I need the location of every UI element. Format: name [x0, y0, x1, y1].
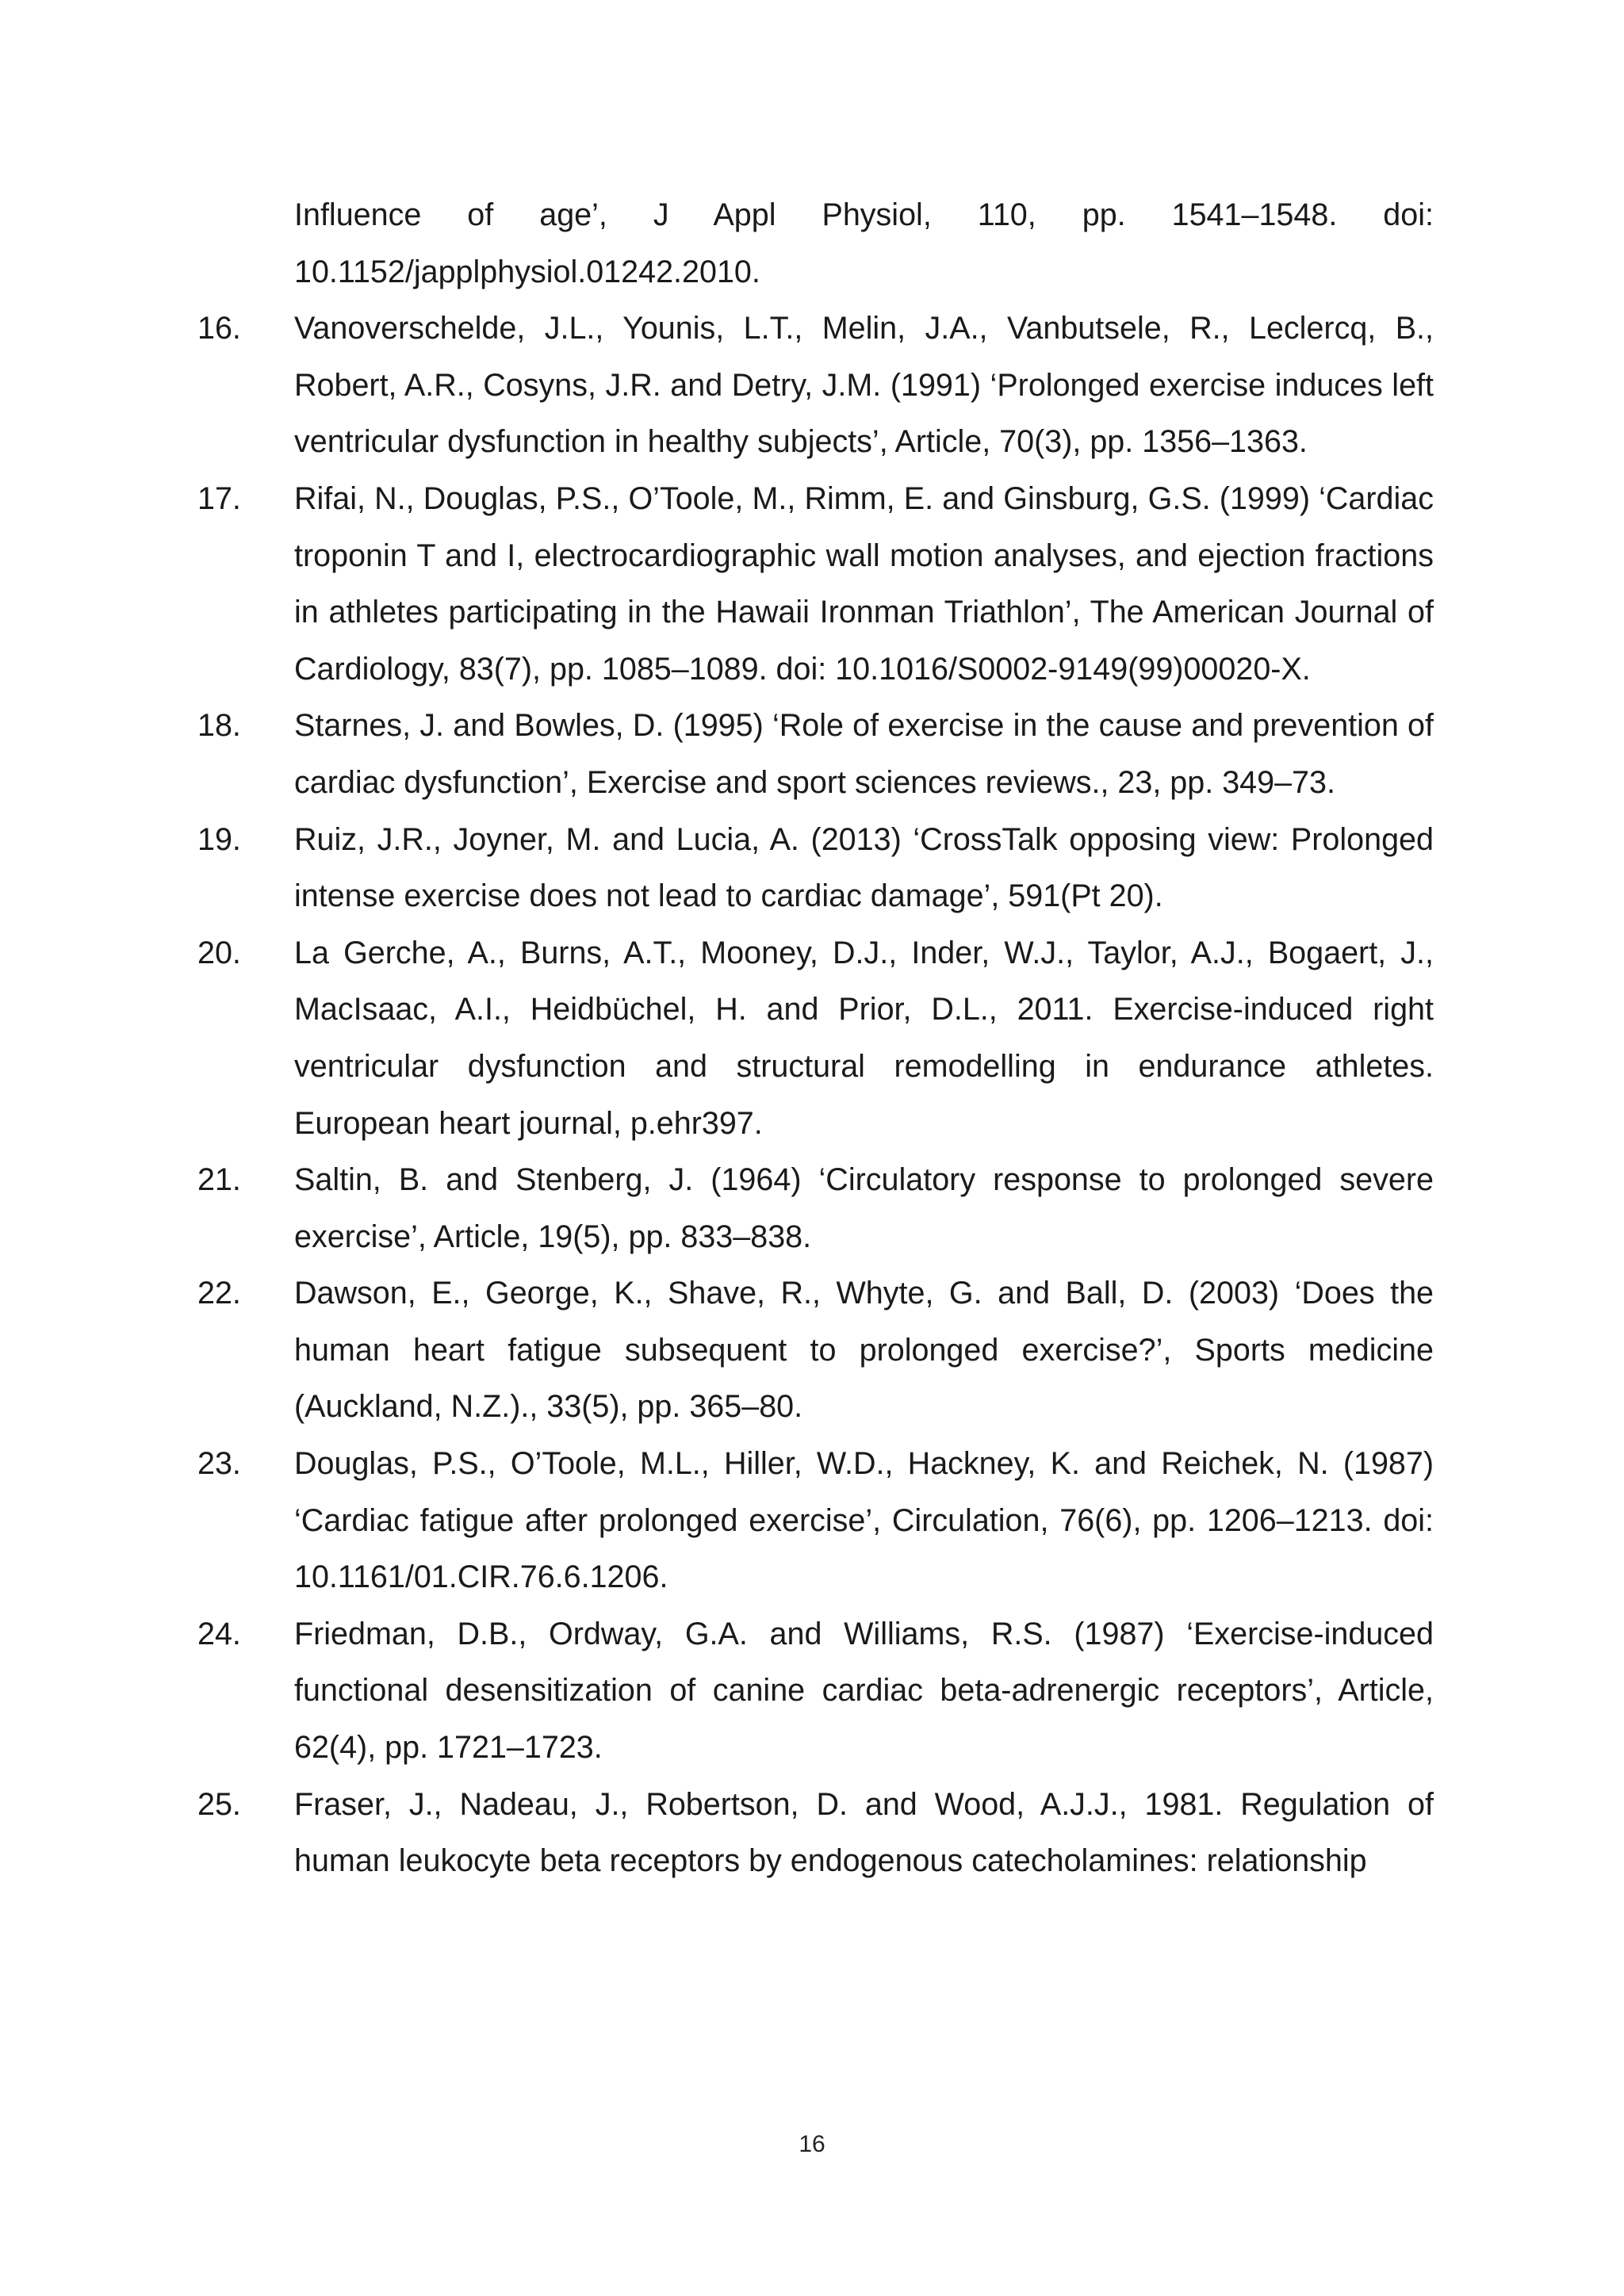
reference-item-21: [197, 1152, 1434, 1265]
reference-text: Starnes, J. and Bowles, D. (1995) ‘Role of exercise in the cause and prevention of cardiac dysfunction’, Exercise and sport sciences reviews., 23, pp. 349–73.: [294, 708, 1434, 800]
reference-item-17: [197, 471, 1434, 698]
reference-item-19: [197, 812, 1434, 925]
reference-number: 24.: [197, 1616, 241, 1651]
reference-item-25: [197, 1777, 1434, 1890]
reference-text: Saltin, B. and Stenberg, J. (1964) ‘Circulatory response to prolonged severe exercise’, Article, 19(5), pp. 833–838.: [294, 1162, 1434, 1254]
reference-text: Friedman, D.B., Ordway, G.A. and Williams, R.S. (1987) ‘Exercise-induced functional desensitization of canine cardiac beta-adrenergic receptors’, Article, 62(4), pp. 1721–1723.: [294, 1616, 1434, 1766]
reference-number: 17.: [197, 480, 241, 516]
reference-text: Influence of age’, J Appl Physiol, 110, pp. 1541–1548. doi: 10.1152/japplphysiol.01242.2010.: [294, 197, 1434, 289]
reference-list: [197, 187, 1434, 1890]
reference-text: Rifai, N., Douglas, P.S., O’Toole, M., Rimm, E. and Ginsburg, G.S. (1999) ‘Cardiac troponin T and I, electrocardiographic wall motion analyses, and ejection fractions in athletes participating in the Hawaii Ironman Triathlon’, The American Journal of Cardiology, 83(7), pp. 1085–1089. doi: 10.1016/S0002-9149(99)00020-X.: [294, 480, 1434, 687]
reference-number: 21.: [197, 1162, 241, 1198]
reference-text: Vanoverschelde, J.L., Younis, L.T., Melin, J.A., Vanbutsele, R., Leclercq, B., Robert, A.R., Cosyns, J.R. and Detry, J.M. (1991) ‘Prolonged exercise induces left ventricular dysfunction in healthy subjects’, Article, 70(3), pp. 1356–1363.: [294, 311, 1434, 460]
reference-number: 16.: [197, 311, 241, 346]
reference-text: Douglas, P.S., O’Toole, M.L., Hiller, W.D., Hackney, K. and Reichek, N. (1987) ‘Cardiac fatigue after prolonged exercise’, Circulation, 76(6), pp. 1206–1213. doi: 10.1161/01.CIR.76.6.1206.: [294, 1446, 1434, 1595]
reference-continuation: [246, 187, 1434, 300]
reference-item-23: [197, 1436, 1434, 1606]
reference-number: 20.: [197, 935, 241, 970]
reference-number: 18.: [197, 708, 241, 744]
reference-text: Dawson, E., George, K., Shave, R., Whyte, G. and Ball, D. (2003) ‘Does the human heart fatigue subsequent to prolonged exercise?’, Sports medicine (Auckland, N.Z.)., 33(5), pp. 365–80.: [294, 1276, 1434, 1425]
reference-item-16: [197, 300, 1434, 471]
reference-text: Ruiz, J.R., Joyner, M. and Lucia, A. (2013) ‘CrossTalk opposing view: Prolonged intense exercise does not lead to cardiac damage’, 591(Pt 20).: [294, 821, 1434, 914]
reference-number: 19.: [197, 821, 241, 857]
reference-number: 25.: [197, 1786, 241, 1822]
page-number: 16: [799, 2131, 825, 2157]
reference-item-24: [197, 1606, 1434, 1777]
reference-text: La Gerche, A., Burns, A.T., Mooney, D.J., Inder, W.J., Taylor, A.J., Bogaert, J., MacIsaac, A.I., Heidbüchel, H. and Prior, D.L., 2011. Exercise-induced right ventricular dysfunction and structural remodelling in endurance athletes. European heart journal, p.ehr397.: [294, 935, 1434, 1141]
reference-item-22: [197, 1265, 1434, 1436]
reference-text: Fraser, J., Nadeau, J., Robertson, D. and Wood, A.J.J., 1981. Regulation of human leukocyte beta receptors by endogenous catecholamines: relationship: [294, 1786, 1434, 1879]
reference-number: 22.: [197, 1276, 241, 1311]
reference-number: 23.: [197, 1446, 241, 1482]
reference-item-20: [197, 925, 1434, 1152]
reference-item-18: [197, 698, 1434, 811]
